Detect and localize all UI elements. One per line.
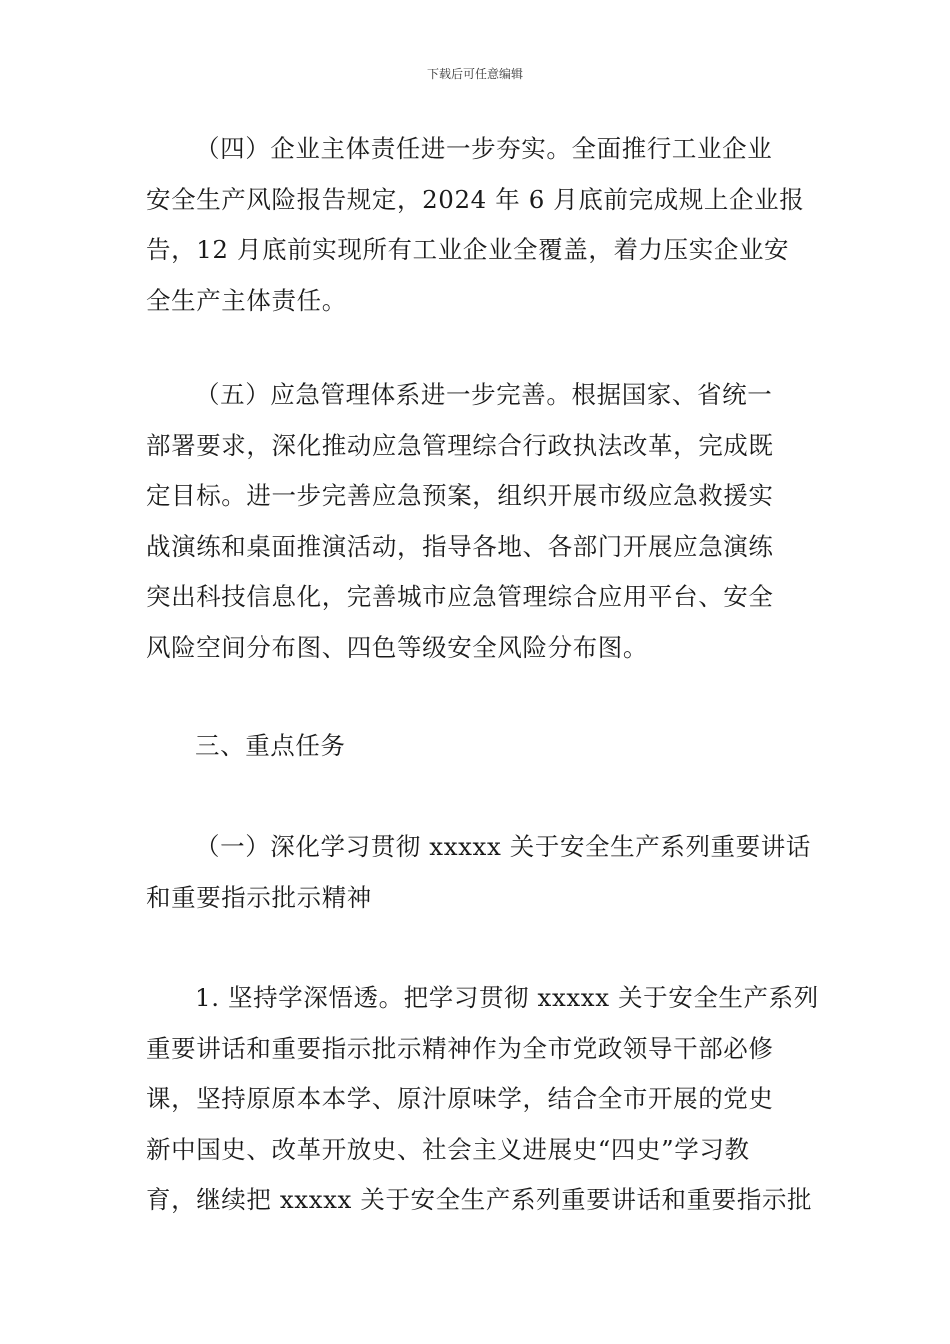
text-line: 安全生产风险报告规定，2024 年 6 月底前完成规上企业报 — [146, 184, 805, 214]
section-heading-key-tasks — [146, 721, 816, 772]
paragraph-enterprise-responsibility — [146, 124, 816, 326]
text-line: 风险空间分布图、四色等级安全风险分布图。 — [146, 632, 648, 662]
text-line: 课，坚持原原本本学、原汁原味学，结合全市开展的党史 — [146, 1084, 774, 1113]
text-line: （四）企业主体责任进一步夯实。全面推行工业企业 — [195, 134, 773, 163]
text-line: 定目标。进一步完善应急预案，组织开展市级应急救援实 — [146, 481, 774, 510]
text-line: 全生产主体责任。 — [146, 285, 347, 315]
page-header: 下载后可任意编辑 — [426, 67, 523, 81]
paragraph-emergency-management — [146, 370, 816, 673]
text-line: 战演练和桌面推演活动，指导各地、各部门开展应急演练 — [146, 531, 774, 561]
text-line: （五）应急管理体系进一步完善。根据国家、省统一 — [195, 380, 773, 409]
subheading-study-implement — [146, 822, 816, 923]
text-line: 1. 坚持学深悟透。把学习贯彻 xxxxx 关于安全生产系列 — [195, 983, 819, 1012]
text-line: 部署要求，深化推动应急管理综合行政执法改革，完成既 — [146, 430, 774, 460]
section-heading-text: 三、重点任务 — [195, 731, 346, 760]
text-line: 育，继续把 xxxxx 关于安全生产系列重要讲话和重要指示批 — [146, 1185, 813, 1214]
text-line: 新中国史、改革开放史、社会主义进展史“四史”学习教 — [146, 1134, 750, 1164]
paragraph-item-1 — [146, 973, 819, 1226]
text-line: 重要讲话和重要指示批示精神作为全市党政领导干部必修 — [146, 1033, 774, 1063]
text-line: 和重要指示批示精神 — [146, 882, 372, 912]
text-line: （一）深化学习贯彻 xxxxx 关于安全生产系列重要讲话 — [195, 832, 811, 861]
text-line: 突出科技信息化，完善城市应急管理综合应用平台、安全 — [146, 582, 774, 611]
text-line: 告，12 月底前实现所有工业企业全覆盖，着力压实企业安 — [146, 235, 790, 264]
